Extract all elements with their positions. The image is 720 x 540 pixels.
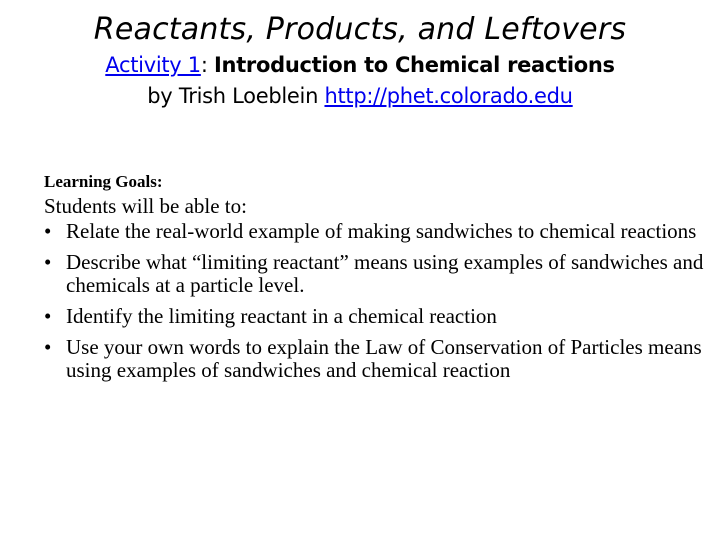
list-item xyxy=(44,251,708,297)
list-item-text: Describe what “limiting reactant” means using examples of sandwiches and chemicals at a particle level. xyxy=(66,250,704,297)
author-name: by Trish Loeblein xyxy=(147,84,319,108)
activity-title: Introduction to Chemical reactions xyxy=(214,53,615,77)
bullet-icon: • xyxy=(44,335,52,359)
title-block xyxy=(20,10,700,112)
learning-goals-intro: Students will be able to: xyxy=(44,194,247,218)
learning-goals-list xyxy=(44,220,708,382)
list-item xyxy=(44,305,708,328)
list-item-text: Use your own words to explain the Law of Conservation of Particles means using examples of sandwiches and chemical reaction xyxy=(66,335,702,382)
bullet-icon: • xyxy=(44,304,52,328)
activity-separator: : xyxy=(200,53,208,77)
list-item xyxy=(44,336,708,382)
learning-goals-section xyxy=(44,171,708,390)
activity-link[interactable]: Activity 1 xyxy=(105,53,201,77)
author-line xyxy=(20,80,700,112)
activity-line xyxy=(20,50,700,80)
learning-goals-heading: Learning Goals: xyxy=(44,172,163,191)
list-item xyxy=(44,220,708,243)
slide-title: Reactants, Products, and Leftovers xyxy=(93,12,627,47)
list-item-text: Relate the real-world example of making sandwiches to chemical reactions xyxy=(66,219,697,243)
bullet-icon: • xyxy=(44,219,52,243)
bullet-icon: • xyxy=(44,250,52,274)
list-item-text: Identify the limiting reactant in a chemical reaction xyxy=(66,304,497,328)
phet-url-link[interactable]: http://phet.colorado.edu xyxy=(324,84,573,108)
